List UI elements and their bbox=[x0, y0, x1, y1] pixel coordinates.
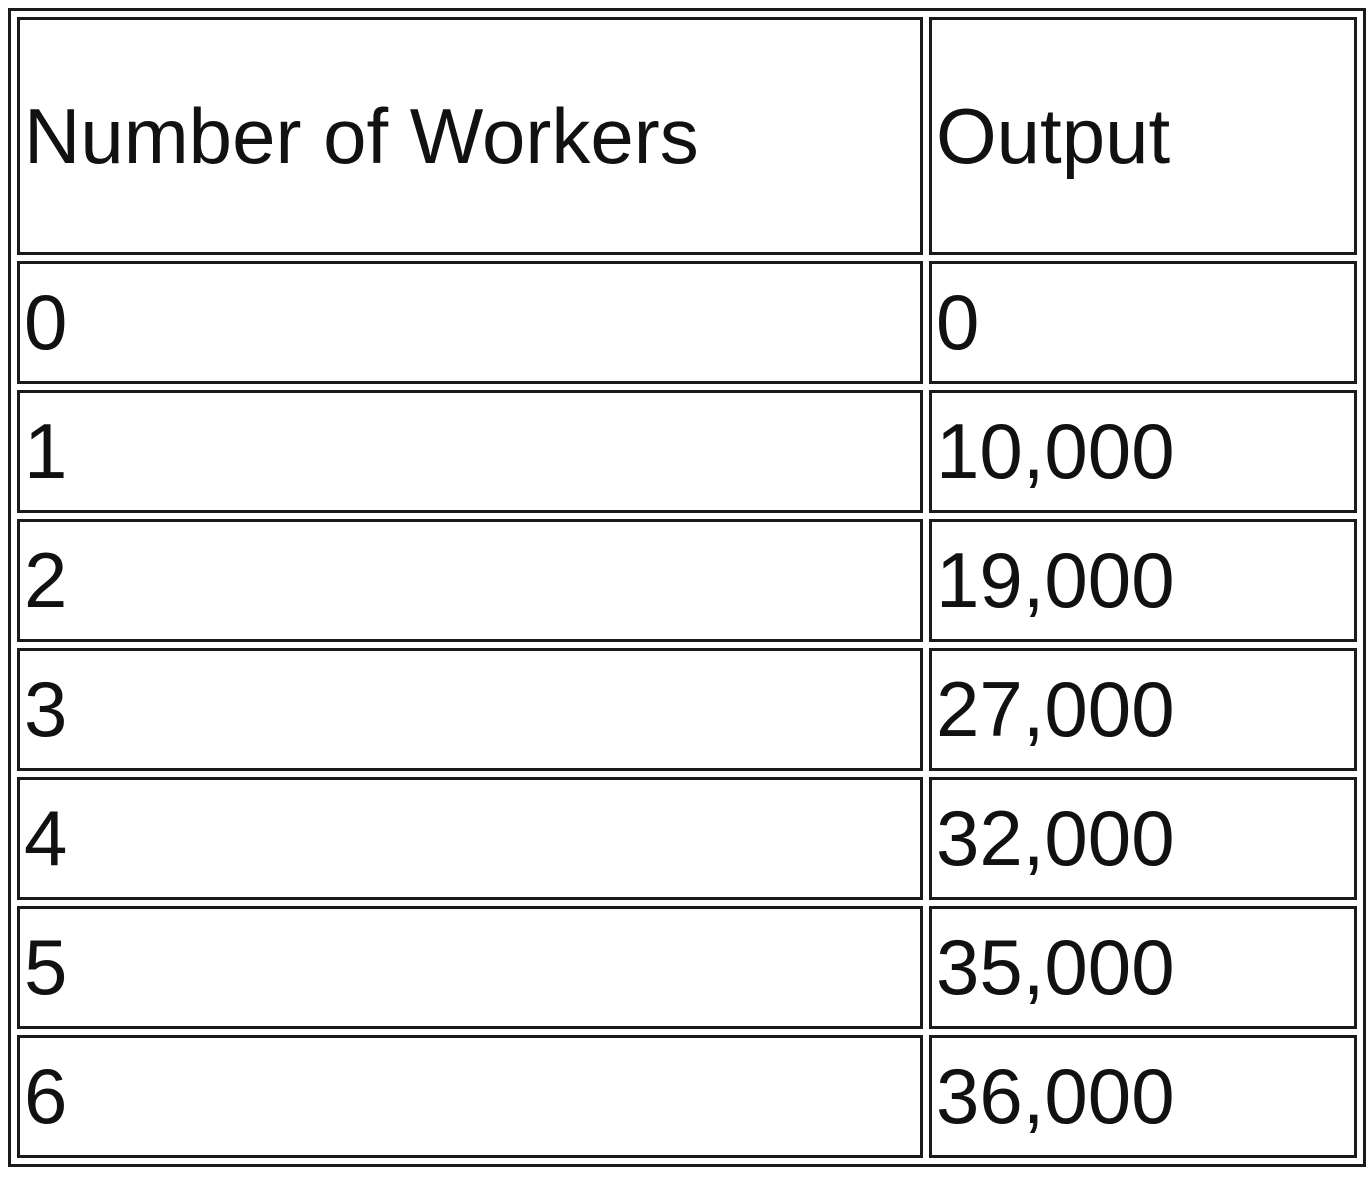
cell-workers: 4 bbox=[17, 777, 923, 900]
cell-workers: 1 bbox=[17, 390, 923, 513]
table-row bbox=[17, 261, 1357, 384]
cell-output: 32,000 bbox=[929, 777, 1357, 900]
cell-workers: 3 bbox=[17, 648, 923, 771]
cell-workers: 2 bbox=[17, 519, 923, 642]
header-row bbox=[17, 17, 1357, 255]
table-row bbox=[17, 1035, 1357, 1158]
cell-output: 10,000 bbox=[929, 390, 1357, 513]
cell-output: 27,000 bbox=[929, 648, 1357, 771]
cell-workers: 0 bbox=[17, 261, 923, 384]
cell-output: 19,000 bbox=[929, 519, 1357, 642]
table-row bbox=[17, 777, 1357, 900]
cell-workers: 6 bbox=[17, 1035, 923, 1158]
cell-output: 36,000 bbox=[929, 1035, 1357, 1158]
table-row bbox=[17, 648, 1357, 771]
cell-output: 35,000 bbox=[929, 906, 1357, 1029]
cell-output: 0 bbox=[929, 261, 1357, 384]
cell-workers: 5 bbox=[17, 906, 923, 1029]
table-row bbox=[17, 519, 1357, 642]
table-row bbox=[17, 906, 1357, 1029]
workers-output-table bbox=[8, 8, 1366, 1167]
header-workers: Number of Workers bbox=[17, 17, 923, 255]
header-output: Output bbox=[929, 17, 1357, 255]
table-row bbox=[17, 390, 1357, 513]
